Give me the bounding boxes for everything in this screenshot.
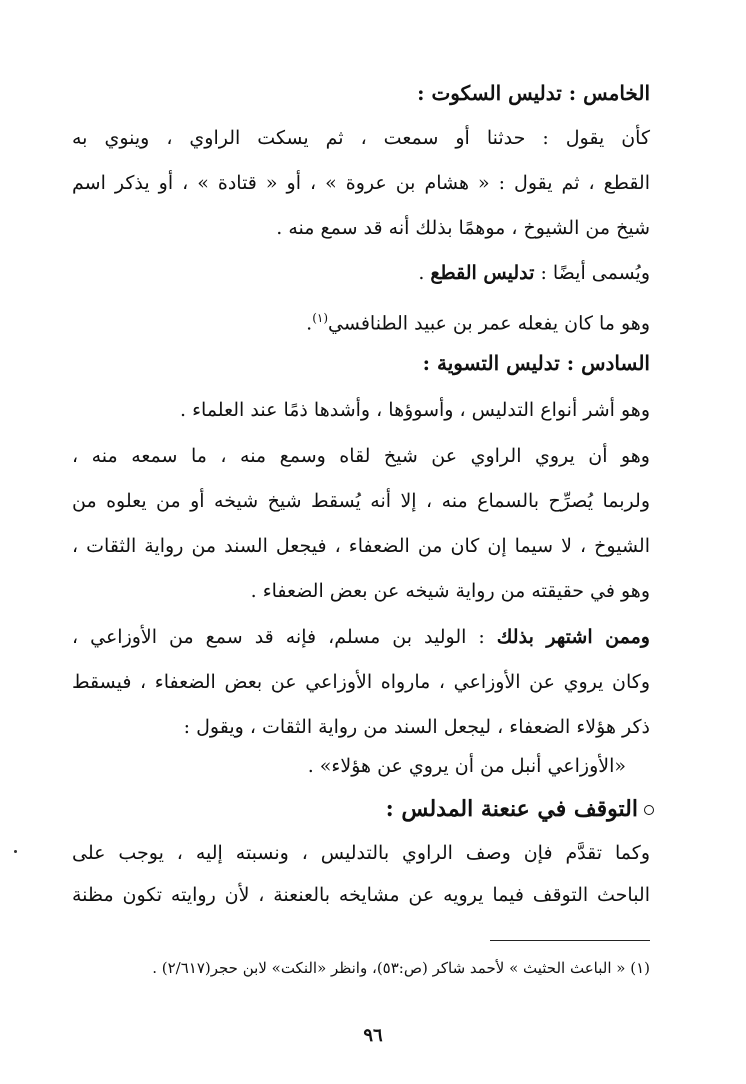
paragraph-text: : الوليد بن مسلم، فإنه قد سمع من الأوزاعي ، xyxy=(72,626,485,648)
paragraph-line: شيخ من الشيوخ ، موهمًا بذلك أنه قد سمع منه . xyxy=(276,217,650,239)
footnote: (١) « الباعث الحثيث » لأحمد شاكر (ص:٥٣)، وانظر «النكت» لابن حجر(٢/٦١٧) . xyxy=(152,959,650,977)
quotation-line: «الأوزاعي أنبل من أن يروي عن هؤلاء» . xyxy=(307,755,626,777)
page-number: ٩٦ xyxy=(363,1025,383,1046)
paragraph-line: الباحث التوقف فيما يرويه عن مشايخه بالعنعنة ، لأن روايته تكون مظنة xyxy=(72,884,650,906)
also-called-line xyxy=(72,260,650,286)
paragraph-line: ولربما يُصرِّح بالسماع منه ، إلا أنه يُسقط شيخ شيخه أو من يعلوه من xyxy=(72,490,650,512)
paragraph-line: وكما تقدَّم فإن وصف الراوي بالتدليس ، ونسبته إليه ، يوجب على xyxy=(72,842,650,864)
paragraph-line: وهو في حقيقته من رواية شيخه عن بعض الضعفاء . xyxy=(250,580,650,602)
paragraph-line: ذكر هؤلاء الضعفاء ، ليجعل السند من رواية الثقات ، ويقول : xyxy=(183,716,650,738)
footnote-separator xyxy=(490,940,650,941)
paragraph-line-with-bold-lead xyxy=(72,624,650,650)
footnote-reference: (١) xyxy=(312,311,329,325)
also-called-prefix: ويُسمى أيضًا : xyxy=(540,262,650,284)
paragraph-text: وهو ما كان يفعله عمر بن عبيد الطنافسي xyxy=(328,312,650,335)
among-famous-lead: وممن اشتهر بذلك xyxy=(496,626,650,648)
paragraph-line: القطع ، ثم يقول : « هشام بن عروة » ، أو « قتادة » ، أو يذكر اسم xyxy=(72,172,650,194)
heading-fifth-type: الخامس : تدليس السكوت : xyxy=(417,81,650,105)
paragraph-line: وهو أشر أنواع التدليس ، وأسوؤها ، وأشدها ذمًا عند العلماء . xyxy=(180,399,650,421)
paragraph-end: . xyxy=(306,312,313,335)
also-called-suffix: . xyxy=(418,262,425,284)
paragraph-line: الشيوخ ، لا سيما إن كان من الضعفاء ، فيجعل السند من رواية الثقات ، xyxy=(72,535,650,557)
bullet-circle-icon xyxy=(644,805,654,815)
heading-tawaqquf-text: التوقف في عنعنة المدلس : xyxy=(385,796,638,822)
paragraph-line: وكان يروي عن الأوزاعي ، مارواه الأوزاعي عن بعض الضعفاء ، فيسقط xyxy=(72,671,650,693)
paragraph-line: كأن يقول : حدثنا أو سمعت ، ثم يسكت الراوي ، وينوي به xyxy=(72,127,650,149)
scan-speck xyxy=(14,850,17,853)
heading-sixth-type: السادس : تدليس التسوية : xyxy=(422,351,650,375)
paragraph-line: وهو أن يروي الراوي عن شيخ لقاه وسمع منه ، ما سمعه منه ، xyxy=(72,445,650,467)
tadlis-al-qat-term: تدليس القطع xyxy=(430,262,535,284)
heading-tawaqquf xyxy=(72,796,654,822)
paragraph-line-with-footnote-ref xyxy=(72,305,650,336)
